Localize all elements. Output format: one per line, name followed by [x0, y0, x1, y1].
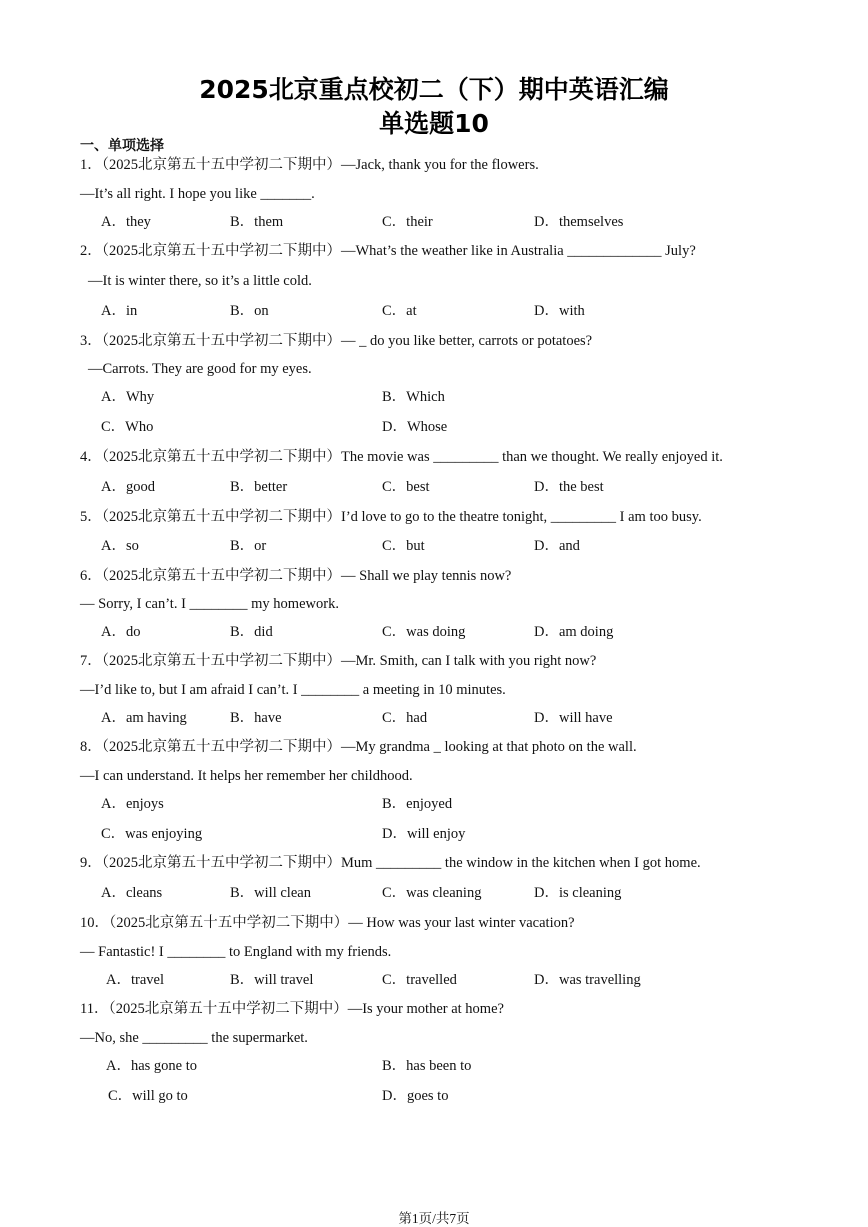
- question-4-option-d[interactable]: D．the best: [534, 479, 604, 495]
- question-5-stem: 5．（2025北京第五十五中学初二下期中）I’d love to go to the theatre tonight, _________ I am too busy.: [80, 509, 702, 525]
- question-6-option-a[interactable]: A．do: [101, 624, 141, 640]
- question-8-stem: 8．（2025北京第五十五中学初二下期中）—My grandma _ looking at that photo on the wall.: [80, 739, 637, 755]
- question-4-option-a[interactable]: A．good: [101, 479, 155, 495]
- question-6-stem: 6．（2025北京第五十五中学初二下期中）— Shall we play tennis now?: [80, 568, 512, 584]
- question-11-dialogue: —No, she _________ the supermarket.: [80, 1030, 308, 1046]
- question-6-dialogue: — Sorry, I can’t. I ________ my homework.: [80, 596, 339, 612]
- question-1-option-b[interactable]: B．them: [230, 214, 284, 230]
- question-7-option-b[interactable]: B．have: [230, 710, 282, 726]
- question-8-option-c[interactable]: C．was enjoying: [101, 826, 203, 842]
- question-9-stem: 9．（2025北京第五十五中学初二下期中）Mum _________ the window in the kitchen when I got home.: [80, 855, 701, 871]
- question-10-stem: 10．（2025北京第五十五中学初二下期中）— How was your last winter vacation?: [80, 915, 575, 931]
- question-8-option-a[interactable]: A．enjoys: [101, 796, 164, 812]
- question-5-option-c[interactable]: C．but: [382, 538, 425, 554]
- question-6-option-b[interactable]: B．did: [230, 624, 273, 640]
- question-11-option-a[interactable]: A．has gone to: [106, 1058, 198, 1074]
- question-2-option-b[interactable]: B．on: [230, 303, 269, 319]
- question-3-option-b[interactable]: B．Which: [382, 389, 445, 405]
- question-9-option-b[interactable]: B．will clean: [230, 885, 311, 901]
- question-9-option-c[interactable]: C．was cleaning: [382, 885, 482, 901]
- question-8-dialogue: —I can understand. It helps her remember her childhood.: [80, 768, 413, 784]
- question-7-option-d[interactable]: D．will have: [534, 710, 613, 726]
- page-footer: 第1页/共7页: [398, 1211, 470, 1226]
- question-1-option-a[interactable]: A．they: [101, 214, 151, 230]
- question-9-option-d[interactable]: D．is cleaning: [534, 885, 622, 901]
- question-8-option-b[interactable]: B．enjoyed: [382, 796, 453, 812]
- document-subtitle: 单选题10: [379, 109, 489, 138]
- question-5-option-a[interactable]: A．so: [101, 538, 139, 554]
- question-6-option-c[interactable]: C．was doing: [382, 624, 466, 640]
- question-10-dialogue: — Fantastic! I ________ to England with my friends.: [80, 944, 392, 960]
- question-3-dialogue: —Carrots. They are good for my eyes.: [88, 361, 312, 377]
- question-11-option-b[interactable]: B．has been to: [382, 1058, 472, 1074]
- question-4-option-c[interactable]: C．best: [382, 479, 430, 495]
- question-1-dialogue: —It’s all right. I hope you like _______.: [80, 186, 315, 202]
- question-4-stem: 4．（2025北京第五十五中学初二下期中）The movie was _________ than we thought. We really enjoyed it.: [80, 449, 723, 465]
- question-5-option-d[interactable]: D．and: [534, 538, 580, 554]
- question-4-option-b[interactable]: B．better: [230, 479, 288, 495]
- question-10-option-a[interactable]: A．travel: [106, 972, 164, 988]
- question-10-option-c[interactable]: C．travelled: [382, 972, 457, 988]
- question-2-option-a[interactable]: A．in: [101, 303, 138, 319]
- question-11-stem: 11．（2025北京第五十五中学初二下期中）—Is your mother at home?: [80, 1001, 504, 1017]
- question-5-option-b[interactable]: B．or: [230, 538, 267, 554]
- question-1-stem: 1．（2025北京第五十五中学初二下期中）—Jack, thank you for the flowers.: [80, 157, 539, 173]
- question-10-option-b[interactable]: B．will travel: [230, 972, 314, 988]
- document-title: 2025北京重点校初二（下）期中英语汇编: [199, 75, 669, 104]
- question-7-stem: 7．（2025北京第五十五中学初二下期中）—Mr. Smith, can I talk with you right now?: [80, 653, 597, 669]
- question-2-stem: 2．（2025北京第五十五中学初二下期中）—What’s the weather like in Australia _____________ July?: [80, 243, 696, 259]
- question-3-stem: 3．（2025北京第五十五中学初二下期中）— _ do you like better, carrots or potatoes?: [80, 333, 593, 349]
- question-10-option-d[interactable]: D．was travelling: [534, 972, 641, 988]
- question-6-option-d[interactable]: D．am doing: [534, 624, 614, 640]
- question-7-dialogue: —I’d like to, but I am afraid I can’t. I ________ a meeting in 10 minutes.: [80, 682, 506, 698]
- section-heading: 一、单项选择: [80, 138, 164, 154]
- question-2-option-c[interactable]: C．at: [382, 303, 417, 319]
- question-1-option-d[interactable]: D．themselves: [534, 214, 624, 230]
- question-8-option-d[interactable]: D．will enjoy: [382, 826, 466, 842]
- question-11-option-c[interactable]: C．will go to: [108, 1088, 188, 1104]
- question-7-option-a[interactable]: A．am having: [101, 710, 187, 726]
- question-7-option-c[interactable]: C．had: [382, 710, 428, 726]
- question-3-option-c[interactable]: C．Who: [101, 419, 154, 435]
- question-11-option-d[interactable]: D．goes to: [382, 1088, 449, 1104]
- question-2-dialogue: —It is winter there, so it’s a little cold.: [88, 273, 312, 289]
- question-9-option-a[interactable]: A．cleans: [101, 885, 163, 901]
- question-3-option-d[interactable]: D．Whose: [382, 419, 448, 435]
- question-1-option-c[interactable]: C．their: [382, 214, 433, 230]
- question-2-option-d[interactable]: D．with: [534, 303, 585, 319]
- question-3-option-a[interactable]: A．Why: [101, 389, 155, 405]
